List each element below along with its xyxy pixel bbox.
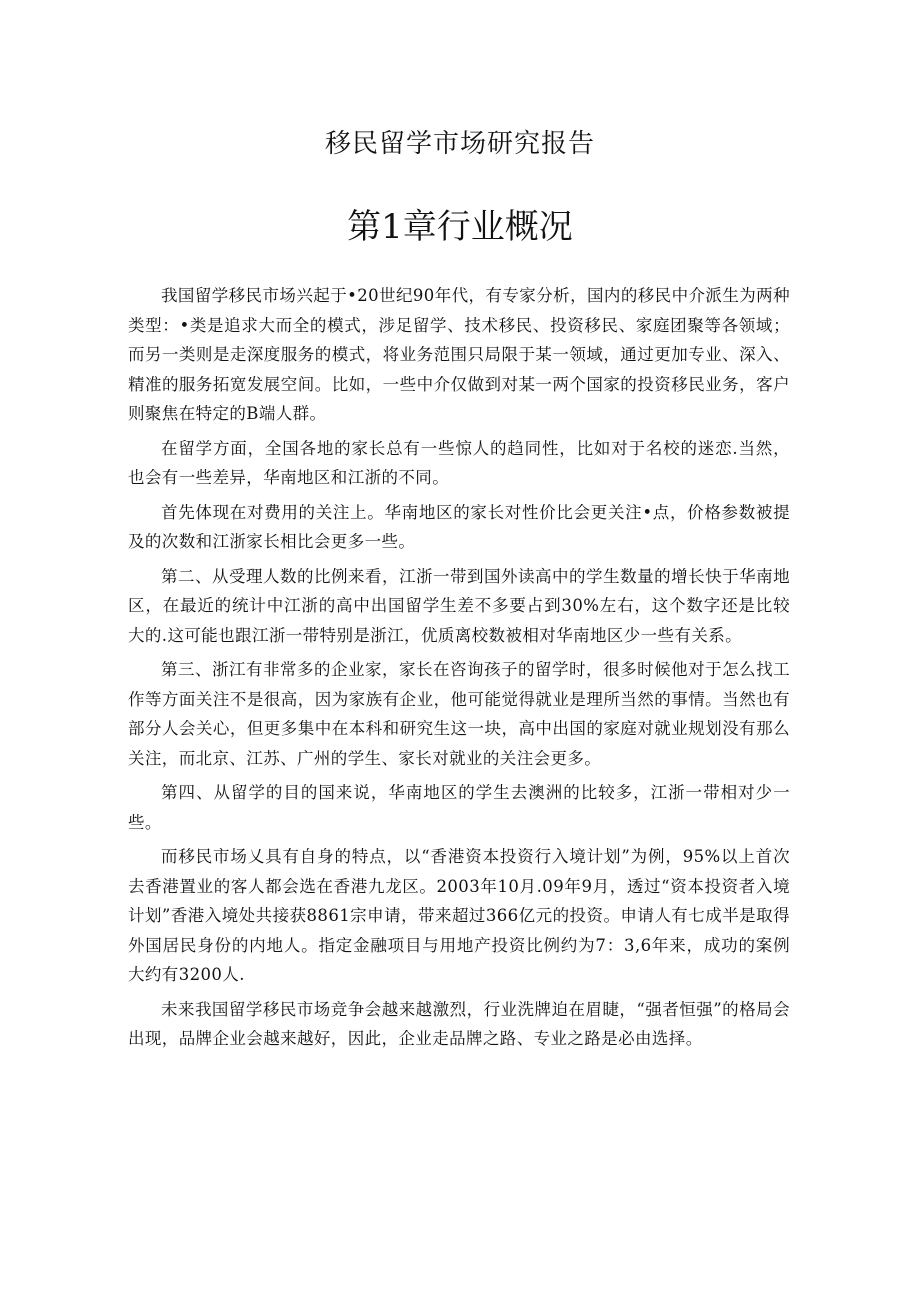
paragraph: 首先体现在对费用的关注上。华南地区的家长对性价比会更关注•点，价格参数被提及的次数和江浙家长相比会更多一些。 [128,502,790,551]
paragraph: 在留学方面，全国各地的家长总有一些惊人的趋同性，比如对于名校的迷恋.当然，也会有一些差异，华南地区和江浙的不同。 [128,438,790,487]
body-text [128,281,790,1059]
paragraph: 而移民市场乂具有自身的特点，以“香港资本投资行入境计划”为例，95%以上首次去香港置业的客人都会选在香港九龙区。2003年10月.09年9月，透过“资本投资者入境计划”香港入境处共接获8861宗申请，带来超过366亿元的投资。申请人有七成半是取得外国居民身份的内地人。指定金融项目与用地产投资比例约为7：3,6年来，成功的案例大约有3200人. [128,847,790,984]
document-title: 移民留学市场研究报告 [324,129,595,159]
paragraph: 第二、从受理人数的比例来看，江浙一带到国外读高中的学生数量的增长快于华南地区，在最近的统计中江浙的高中出国留学生差不多要占到30%左右，这个数字还是比较大的.这可能也跟江浙一带特别是浙江，优质离校数被相对华南地区少一些有关系。 [128,566,790,645]
paragraph: 未来我国留学移民市场竞争会越来越激烈，行业洗牌迫在眉睫，“强者恒强”的格局会出现，品牌企业会越来越好，因此，企业走品牌之路、专业之路是必由选择。 [128,999,790,1048]
paragraph: 第四、从留学的目的国来说，华南地区的学生去澳洲的比较多，江浙一带相对少一些。 [128,783,790,832]
paragraph: 我国留学移民市场兴起于•20世纪90年代，有专家分析，国内的移民中介派生为两种类型：•类是追求大而全的模式，涉足留学、技术移民、投资移民、家庭团聚等各领域；而另一类则是走深度服务的模式，将业务范围只局限于某一领域，通过更加专业、深入、精准的服务拓宽发展空间。比如，一些中介仅做到对某一两个国家的投资移民业务，客户则聚焦在特定的B端人群。 [128,286,790,423]
chapter-title: 第1章行业概况 [347,207,573,247]
paragraph: 第三、浙江有非常多的企业家，家长在咨询孩子的留学时，很多时候他对于怎么找工作等方面关注不是很高，因为家族有企业，他可能觉得就业是理所当然的事情。当然也有部分人会关心，但更多集中在本科和研究生这一块，高中出国的家庭对就业规划没有那么关注，而北京、江苏、广州的学生、家长对就业的关注会更多。 [128,660,790,768]
